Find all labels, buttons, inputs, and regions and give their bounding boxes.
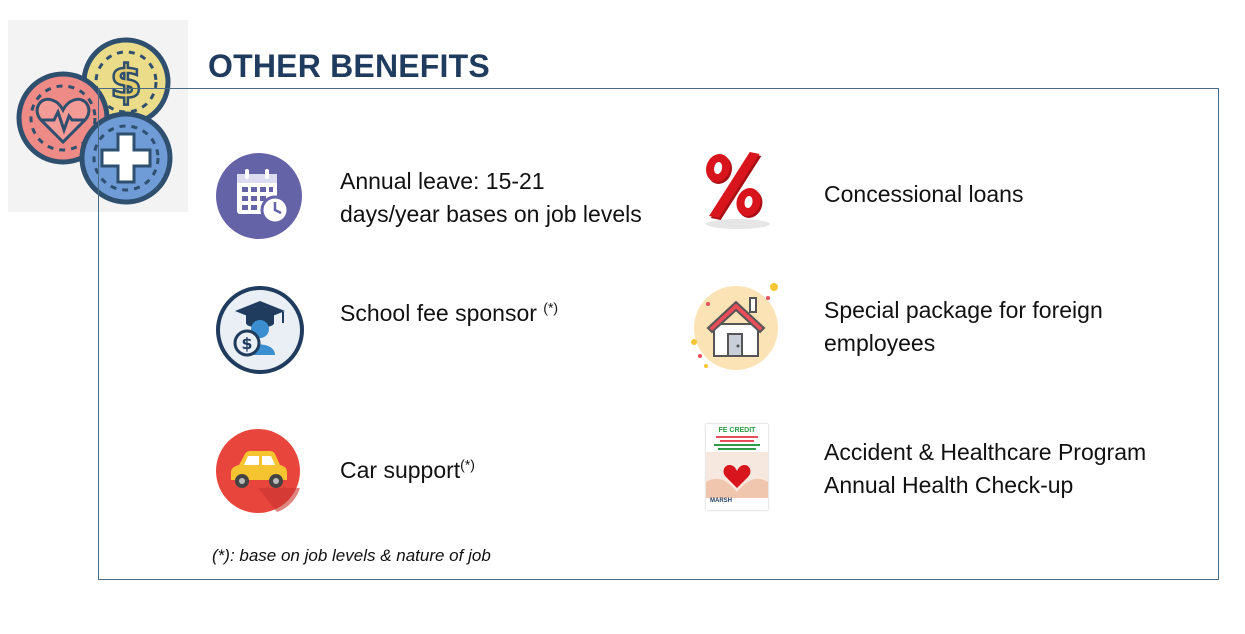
benefit-concessional-loans (824, 178, 1023, 211)
svg-text:$: $ (241, 334, 253, 353)
svg-text:$: $ (109, 55, 143, 109)
benefit-foreign-package-line1: Special package for foreign (824, 297, 1103, 323)
benefit-healthcare-line1: Accident & Healthcare Program (824, 439, 1147, 465)
benefit-car-support (340, 454, 475, 487)
benefit-annual-leave-line2: days/year bases on job levels (340, 201, 642, 227)
benefit-annual-leave (340, 165, 642, 231)
benefit-school-fee-text: School fee sponsor (340, 300, 544, 326)
benefit-concessional-loans-text: Concessional loans (824, 181, 1024, 207)
benefit-annual-leave-line1: Annual leave: 15-21 (340, 168, 545, 194)
benefit-school-fee (340, 297, 558, 330)
benefit-healthcare (824, 436, 1146, 502)
benefit-foreign-package (824, 294, 1103, 360)
benefit-car-support-asterisk: (*) (460, 456, 475, 473)
benefit-foreign-package-line2: employees (824, 330, 936, 356)
benefit-car-support-text: Car support (340, 457, 461, 483)
brochure-heart-image (706, 452, 768, 498)
calendar-clock-icon (215, 152, 303, 240)
brochure-insurer: MARSH (710, 498, 732, 504)
benefit-healthcare-line2: Annual Health Check-up (824, 472, 1074, 498)
percent-icon (698, 150, 774, 230)
health-brochure-icon (706, 424, 768, 510)
page-title: OTHER BENEFITS (208, 48, 490, 84)
brochure-brand: FE CREDIT (718, 427, 756, 434)
house-icon (688, 282, 784, 372)
benefit-school-fee-asterisk: (*) (543, 299, 559, 316)
car-icon (215, 428, 301, 514)
footnote: (*): base on job levels & nature of job (212, 546, 491, 565)
graduate-dollar-icon (215, 285, 305, 375)
